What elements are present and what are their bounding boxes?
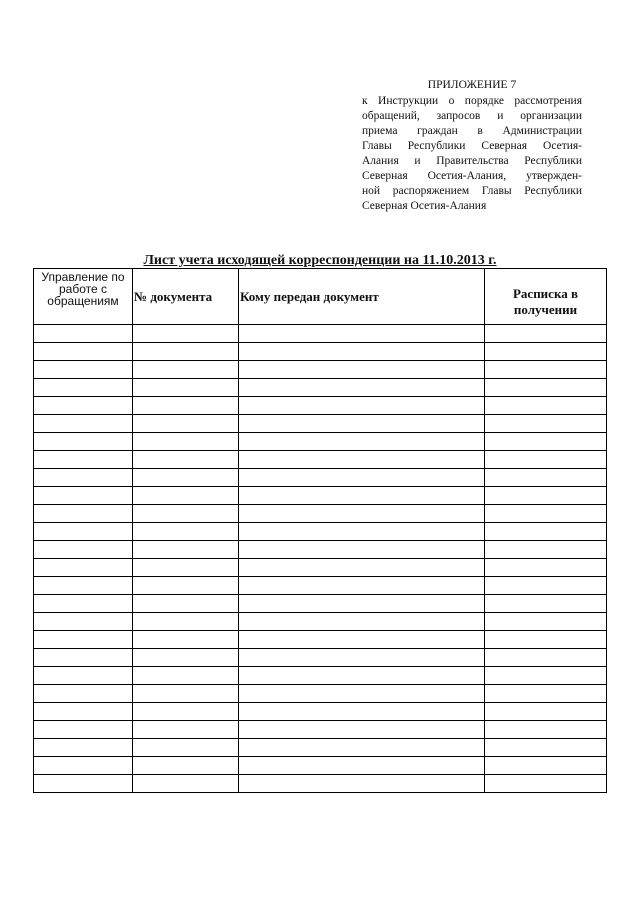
table-row [34,631,607,649]
table-cell [133,379,239,397]
column-header-department: Управление по работе с обращениям [34,269,133,325]
table-cell [34,775,133,793]
table-cell [239,595,485,613]
table-row [34,487,607,505]
table-cell [133,325,239,343]
table-row [34,361,607,379]
table-cell [239,379,485,397]
table-cell [34,541,133,559]
table-row [34,397,607,415]
table-cell [485,343,607,361]
table-row [34,343,607,361]
table-cell [485,757,607,775]
column-header-doc-number: № документа [133,269,239,325]
table-cell [34,649,133,667]
table-cell [239,343,485,361]
table-cell [239,469,485,487]
table-cell [133,343,239,361]
table-cell [239,703,485,721]
table-cell [133,433,239,451]
table-cell [34,613,133,631]
table-cell [485,487,607,505]
table-cell [239,433,485,451]
table-cell [34,433,133,451]
table-cell [133,631,239,649]
appendix-line: Главы Республики Северная Осетия- [362,140,582,152]
table-cell [133,649,239,667]
appendix-line: приема граждан в Администрации [362,125,582,137]
appendix-line: Алания и Правительства Республики [362,155,582,167]
table-cell [34,415,133,433]
table-row [34,649,607,667]
table-cell [239,325,485,343]
table-row [34,667,607,685]
table-cell [239,631,485,649]
table-cell [34,631,133,649]
table-cell [239,541,485,559]
table-row [34,559,607,577]
appendix-heading: ПРИЛОЖЕНИЕ 7 [427,79,517,91]
table-cell [133,541,239,559]
appendix-line: ной распоряжением Главы Республики [362,185,582,197]
table-row [34,379,607,397]
table-cell [34,721,133,739]
table-cell [133,523,239,541]
table-cell [239,451,485,469]
table-cell [34,667,133,685]
table-cell [133,451,239,469]
table-header-row [34,269,607,325]
table-row [34,469,607,487]
table-row [34,739,607,757]
table-cell [34,469,133,487]
table-cell [133,577,239,595]
table-cell [239,685,485,703]
table-cell [133,469,239,487]
table-cell [34,361,133,379]
appendix-line: обращений, запросов и организации [362,110,582,122]
table-cell [239,523,485,541]
table-cell [485,613,607,631]
column-header-recipient: Кому передан документ [239,269,485,325]
table-cell [485,559,607,577]
table-cell [485,703,607,721]
table-cell [485,775,607,793]
table-cell [34,595,133,613]
table-cell [485,541,607,559]
table-row [34,595,607,613]
table-row [34,415,607,433]
table-cell [34,397,133,415]
table-row [34,577,607,595]
appendix-line: Северная Осетия-Алания, утвержден- [362,170,582,182]
table-cell [34,505,133,523]
table-cell [34,451,133,469]
table-cell [133,559,239,577]
table-cell [34,739,133,757]
table-cell [239,361,485,379]
table-cell [133,397,239,415]
table-cell [485,631,607,649]
appendix-note [362,78,582,214]
table-cell [485,721,607,739]
table-cell [485,595,607,613]
table-row [34,757,607,775]
table-cell [239,613,485,631]
table-cell [34,757,133,775]
table-cell [133,739,239,757]
table-cell [34,703,133,721]
correspondence-table [33,268,607,793]
table-cell [239,487,485,505]
table-row [34,613,607,631]
table-cell [34,577,133,595]
table-cell [485,577,607,595]
table-cell [485,685,607,703]
table-cell [133,667,239,685]
table-cell [239,559,485,577]
table-cell [239,505,485,523]
appendix-line: к Инструкции о порядке рассмотрения [362,95,582,107]
table-cell [485,649,607,667]
table-cell [485,451,607,469]
table-cell [239,649,485,667]
table-cell [485,523,607,541]
table-row [34,775,607,793]
table-cell [133,415,239,433]
table-row [34,541,607,559]
table-cell [34,559,133,577]
table-cell [485,433,607,451]
table-cell [34,343,133,361]
table-row [34,685,607,703]
table-cell [34,325,133,343]
table-cell [34,487,133,505]
table-cell [133,775,239,793]
column-header-receipt: Расписка в получении [485,269,607,325]
table-row [34,505,607,523]
table-cell [239,757,485,775]
table-cell [239,721,485,739]
table-cell [34,685,133,703]
table-cell [239,397,485,415]
table-row [34,703,607,721]
table-cell [34,523,133,541]
table-cell [485,379,607,397]
table-cell [485,361,607,379]
table-cell [239,415,485,433]
table-cell [239,667,485,685]
table-cell [485,415,607,433]
table-row [34,451,607,469]
table-cell [485,667,607,685]
table-cell [239,577,485,595]
table-cell [133,685,239,703]
table-row [34,433,607,451]
table-cell [133,721,239,739]
table-row [34,523,607,541]
sheet-title: Лист учета исходящей корреспонденции на 11.10.2013 г. [143,253,497,268]
table-body [34,325,607,793]
table-cell [133,703,239,721]
table-cell [133,487,239,505]
table-cell [485,397,607,415]
appendix-line: Северная Осетия-Алания [362,200,487,212]
table-cell [485,469,607,487]
table-cell [34,379,133,397]
table-cell [133,361,239,379]
table-row [34,721,607,739]
table-cell [485,325,607,343]
table-cell [239,775,485,793]
table-cell [485,505,607,523]
table-cell [133,595,239,613]
table-cell [133,613,239,631]
table-row [34,325,607,343]
table-cell [133,505,239,523]
table-cell [485,739,607,757]
table-cell [239,739,485,757]
table-cell [133,757,239,775]
